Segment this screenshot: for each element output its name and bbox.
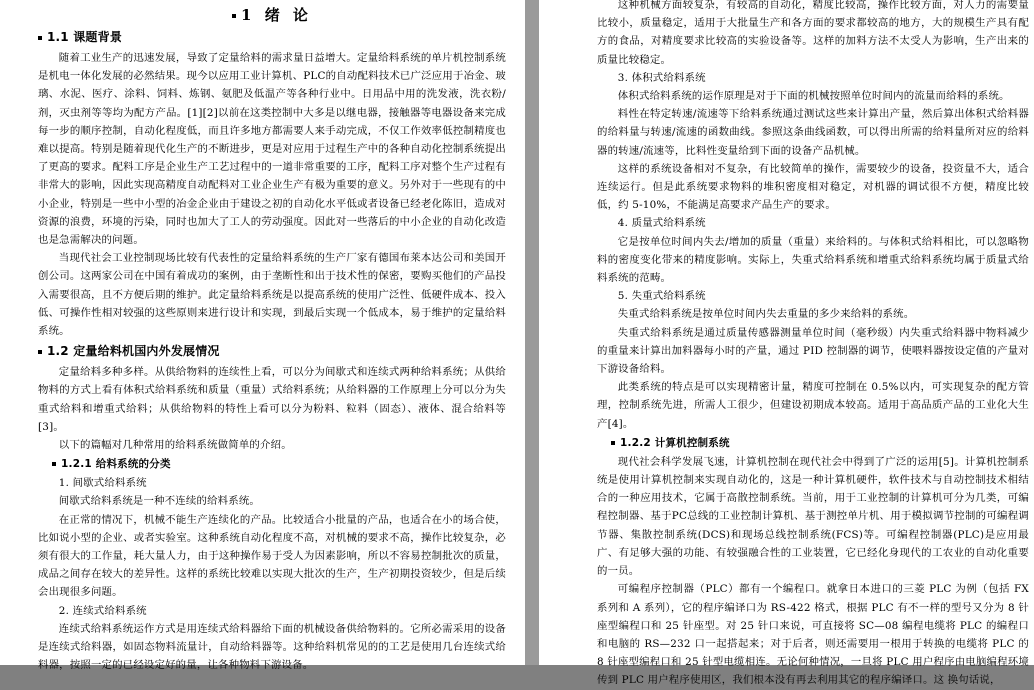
paragraph: 此类系统的特点是可以实现精密计量，精度可控制在 0.5%以内，可实现复杂的配方管理，控制系统先进，所需人工很少，但建设初期成本较高。适用于高品质产品的工业化大生产[4]。: [597, 381, 1029, 430]
paragraph: 间歇式给料系统是一种不连续的给料系统。: [58, 495, 261, 508]
subsection-heading-text: 1.2.2 计算机控制系统: [620, 436, 730, 449]
paragraph: 它是按单位时间内失去/增加的质量（重量）来给料的。与体积式给料相比，可以忽略物料的密度变化带来的精度影响。实际上，失重式给料系统和增重式给料系统均属于质量式给料系统的范畴。: [597, 235, 1029, 285]
paragraph: 可编程序控制器（PLC）都有一个编程口。就拿日本进口的三菱 PLC 为例（包括 FX 系列和 A 系列），它的程序编译口为 RS-422 格式，根据 PLC 有不一样的型号又分为 8 针座型编程口和 25 针座型。对 25 针口来说，可直接将 SC—08 编程电缆将 PLC 的编程口和电脑的 RS—232 口一起搭起来；对于后者，则还需要用一根用于转换的电缆将 PLC 的 8 针座型编程口和 25 针型电缆相连。无论何种情况，一旦将 PLC 用户程序由电脑编程环境传到 PLC 用户程序使用区，我们根本没有再去利用其它的程序编译口。这 换句话说，: [597, 583, 1029, 687]
paragraph-bullet: [611, 441, 615, 445]
list-item-heading: 1. 间歇式给料系统: [58, 477, 147, 490]
subsection-heading-1-2-2: [611, 433, 1029, 453]
document-page-left: [0, 0, 525, 672]
paragraph: 这样的系统设备相对不复杂，有比较简单的操作，需要较少的设备，投资量不大，适合连续运行。但是此系统要求物料的堆积密度相对稳定，对机器的调试很不方便，精度比较低，约 5-10%，不能满足高要求产品生产的要求。: [597, 162, 1029, 212]
page-left-content: [38, 0, 506, 675]
paragraph: 这种机械方面较复杂，有较高的自动化，精度比较高，操作比较方面，对人力的需要量比较小，质量稳定，适用于大批量生产和各方面的要求都较高的地方，大的规模生产具有配方的食品，对精度要求比较高的实验设备等。这样的加料方法不太受人为影响，生产出来的质量比较稳定。: [597, 0, 1029, 66]
page-right-content: [597, 0, 1029, 690]
document-page-right: [539, 0, 1034, 687]
paragraph: 现代社会科学发展飞速，计算机控制在现代社会中得到了广泛的运用[5]。计算机控制系统是使用计算机控制来实现自动化的，这是一种计算机硬件，软件技术与自动控制技术相结合的一种应用技术，它属于高散控制系统。当前，用于工业控制的计算机可分为几类，可编程控制器、基于PC总线的工业控制计算机、基于测控单片机、用于模拟调节控制的可编程调节器、集散控制系统(DCS)和现场总线控制系统(FCS)等。可编程控制器(PLC)是应用最广、有足够大强的功能、有较强融合性的工业装置，它已经化身现代的工农业的自动化重要的一员。: [597, 455, 1029, 578]
paragraph-bullet: [38, 350, 42, 354]
paragraph-bullet: [232, 14, 236, 18]
section-heading-text: 1.2 定量给料机国内外发展情况: [47, 344, 220, 359]
list-item-heading: 4. 质量式给料系统: [617, 217, 706, 230]
paragraph-bullet: [52, 462, 56, 466]
paragraph: 料性在特定转速/流速等下给料系统通过测试这些来计算出产量，然后算出体积式给料器的给料量与转速/流速的函数曲线。参照这条曲线函数，可以得出所需的给料量所对应的给料器的转速/流速等，比料性变量给到下面的设备产品机械。: [597, 108, 1029, 157]
chapter-title-text: 1 绪 论: [241, 6, 312, 24]
paragraph: 随着工业生产的迅速发展，导致了定量给料的需求量日益增大。定量给料系统的单片机控制系统是机电一体化发展的必然结果。现今以应用工业计算机、PLC的自动配料技术已广泛应用于冶金、玻璃、水泥、医疗、涂料、饲料、炼钢、氨肥及低温产等各种行业中。日用品中用的洗发液，洗衣粉/剂，灭虫剂等等均为配方产品。[1][2]以前在这类控制中大多是以继电器，接触器等电器设备来完成每一步的顺序控制，自动化程度低，而且许多地方都需要人来手动完成，不仅工作效率低控制精度也难以提高。特别是随着现代化生产的不断进步，更是对应用于过程生产中的各种自动化控制系统提出了更高的要求。配料工序是企业生产工艺过程中的一道非常重要的工序，配料工序对整个生产过程有非常大的影响，因此实现高精度自动配料对工业企业生产有极为重要的意义。另外对于一些现有的中小企业，特别是一些中小型的冶金企业由于建设之初的自动化水平低或者设备已经老化陈旧，造成对资源的浪费，环境的污染，同时也加大了工人的劳动强度。因此对一些落后的中小企业的自动化改造也是急需解决的问题。: [38, 52, 506, 247]
subsection-heading-text: 1.2.1 给料系统的分类: [61, 458, 171, 471]
list-item-heading: 2. 连续式给料系统: [58, 604, 147, 617]
section-heading-1-2: [38, 341, 506, 362]
paragraph: 失重式给料系统是通过质量传感器测量单位时间（毫秒级）内失重式给料器中物料减少的重量来计算出加料器每小时的产量，通过 PID 控制器的调节，使喂料器按设定值的产量对下游设备给料。: [597, 326, 1029, 376]
page-gutter: [525, 0, 539, 665]
subsection-heading-1-2-1: [52, 454, 506, 474]
list-item-heading: 3. 体积式给料系统: [617, 71, 706, 84]
paragraph-bullet: [38, 36, 42, 40]
paragraph: 定量给料多种多样。从供给物料的连续性上看，可以分为间歇式和连续式两种给料系统；从供给物料的方式上看有体积式给料系统和质量（重量）式给料系统；从给料器的工作原理上分可以分为失重式给料和增重式给料；从供给物料的特性上看可以分为粉料、粒料（固态）、液体、混合给料等[3]。: [38, 366, 506, 433]
chapter-title: [38, 4, 506, 26]
paragraph: 当现代社会工业控制现场比较有代表性的定量给料系统的生产厂家有德国布莱本达公司和美国开创公司。这两家公司在中国有着成功的案例，由于垄断性和出于技术性的保密，要购买他们的产品投入需要很高，且不方便后期的维护。此定量给料系统是以提高系统的使用广泛性、低硬件成本、投入低、可操作性相对较强的这些原则来进行设计和实现，到最后实现一个低成本，易于维护的定量给料系统。: [38, 252, 506, 338]
section-heading-1-1: [38, 27, 506, 48]
paragraph: 连续式给料系统运作方式是用连续式给料器给下面的机械设备供给物料的。它所必需采用的设备是连续式给料器，如固态物料流量计，自动给料器等。这种给料机常见的的工艺是使用几台连续式给料器，按照一定的已经设定好的量，让各种物料下游设备。: [38, 622, 506, 672]
paragraph: 在正常的情况下，机械不能生产连续化的产品。比较适合小批量的产品，也适合在小的场合使，比如说小型的企业、或者实验室。这种系统自动化程度不高，对机械的要求不高，操作比较复杂，必须有很大的工作量，耗大量人力，由于这种操作易于受人为因素影响，所以不容易控制批次的质量，成品之间存在较大的差异性。这样的系统比较难以实现大批次的生产，生产初期投资较少，但是后续会出现很多问题。: [38, 513, 506, 599]
paragraph: 体积式给料系统的运作原理是对于下面的机械按照单位时间内的流量而给料的系统。: [617, 90, 1010, 103]
list-item-heading: 5. 失重式给料系统: [617, 290, 706, 303]
paragraph: 失重式给料系统是按单位时间内失去重量的多少来给料的系统。: [617, 308, 915, 321]
paragraph: 以下的篇幅对几种常用的给料系统做简单的介绍。: [58, 439, 292, 452]
section-heading-text: 1.1 课题背景: [47, 30, 123, 44]
